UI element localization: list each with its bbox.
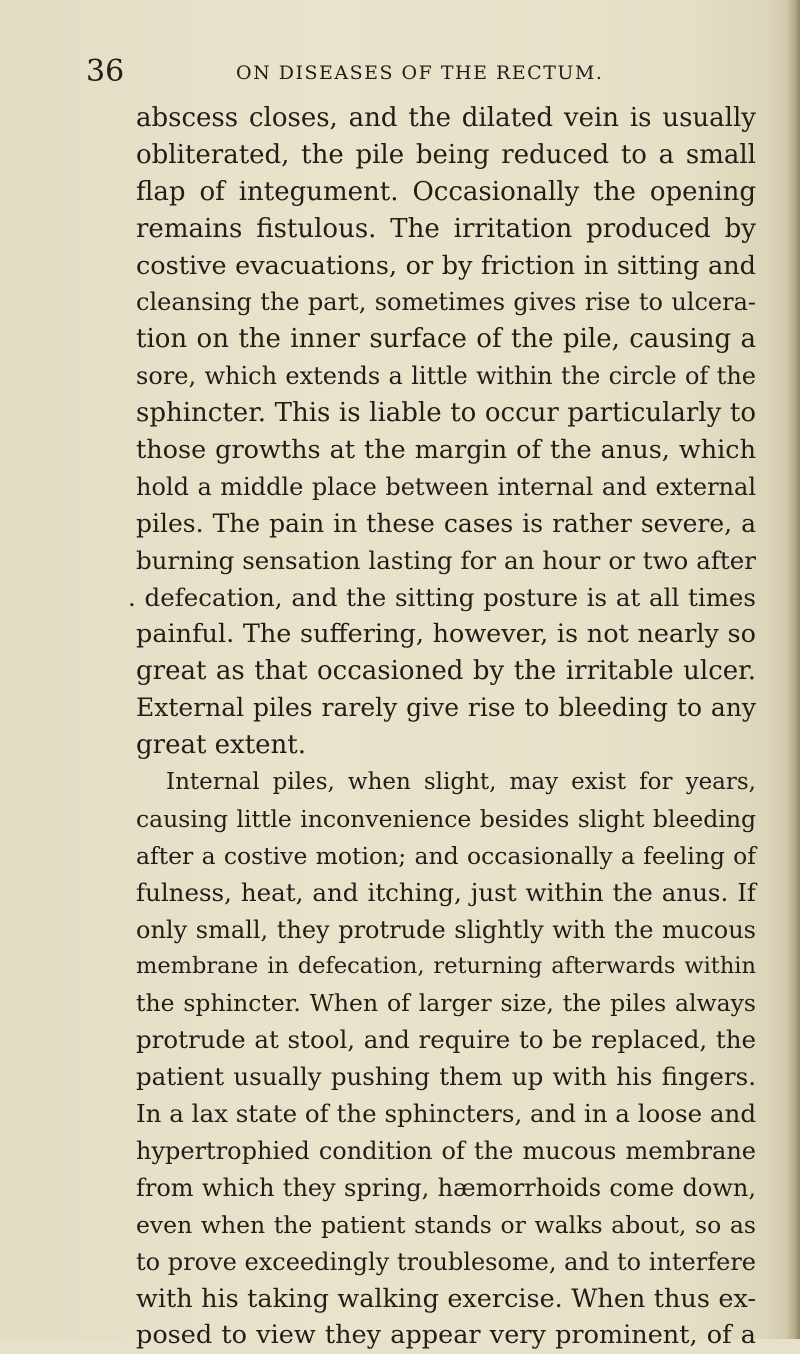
text-line: hypertrophied condition of the mucous membrane	[136, 1136, 756, 1165]
text-line: patient usually pushing them up with his fingers.	[136, 1062, 756, 1092]
text-line: even when the patient stands or walks about, so as	[136, 1210, 756, 1239]
text-line: hold a middle place between internal and external	[136, 472, 756, 501]
text-line: posed to view they appear very prominent, of a	[136, 1320, 756, 1351]
text-line: those growths at the margin of the anus, which	[136, 435, 756, 466]
text-line: costive evacuations, or by friction in sitting and	[136, 250, 756, 281]
running-head: ON DISEASES OF THE RECTUM.	[236, 62, 604, 84]
text-line: External piles rarely give rise to bleeding to any	[136, 693, 756, 723]
text-line: abscess closes, and the dilated vein is usually	[136, 103, 756, 133]
text-line: the sphincter. When of larger size, the piles always	[136, 989, 756, 1018]
text-line: causing little inconvenience besides slight bleeding	[136, 804, 756, 833]
text-line: flap of integument. Occasionally the opening	[136, 176, 756, 207]
text-line: protrude at stool, and require to be replaced, the	[136, 1025, 756, 1055]
page-header	[86, 52, 726, 92]
text-line: fulness, heat, and itching, just within the anus. If	[136, 877, 756, 907]
text-line: only small, they protrude slightly with the mucous	[136, 915, 756, 944]
body-text	[128, 100, 756, 1354]
text-line: sphincter. This is liable to occur particularly to	[136, 398, 756, 429]
text-line: with his taking walking exercise. When thus ex-	[136, 1283, 756, 1314]
page-number: 36	[86, 54, 125, 89]
text-line: tion on the inner surface of the pile, causing a	[136, 324, 756, 355]
text-line: great extent.	[136, 730, 307, 761]
text-line: In a lax state of the sphincters, and in a loose and	[136, 1099, 756, 1129]
text-line: membrane in defecation, returning afterwards within	[136, 953, 756, 980]
text-line: painful. The suffering, however, is not nearly so	[136, 619, 756, 650]
text-line: after a costive motion; and occasionally a feeling of	[136, 841, 756, 870]
text-line: burning sensation lasting for an hour or two after	[136, 545, 756, 575]
text-line: great as that occasioned by the irritable ulcer.	[136, 656, 756, 687]
text-line: piles. The pain in these cases is rather severe, a	[136, 508, 756, 538]
text-line: . defecation, and the sitting posture is at all times	[128, 582, 756, 612]
text-line: to prove exceedingly troublesome, and to interfere	[136, 1247, 756, 1276]
text-line: obliterated, the pile being reduced to a small	[136, 139, 756, 170]
text-line: cleansing the part, sometimes gives rise to ulcera-	[136, 288, 756, 317]
text-line: sore, which extends a little within the circle of the	[136, 362, 756, 391]
text-line: remains fistulous. The irritation produced by	[136, 213, 756, 244]
text-line: from which they spring, hæmorrhoids come down,	[136, 1173, 756, 1202]
page-edge-shadow	[786, 0, 800, 1339]
paragraph-start-line: Internal piles, when slight, may exist for years,	[166, 769, 756, 796]
